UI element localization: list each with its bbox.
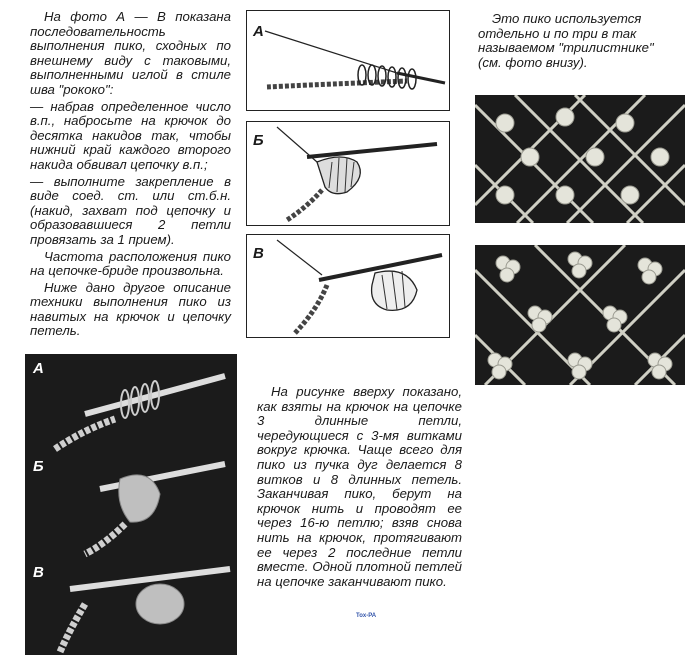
crochet-hook-illustration: [247, 235, 449, 337]
diagram-label-c: В: [253, 245, 264, 262]
paragraph-step-1: — набрав определенное число в.п., набросьте на крючок до десятка накидов так, чтобы нижний край каждого второго накида обвивал цепочку в.п.;: [30, 98, 231, 172]
hook-photo-sequence: [25, 354, 237, 655]
diagram-panel-b: [246, 121, 450, 226]
paragraph-intro: На фото А — В показана последовательность выполнения пико, сходных по внешнему виду с таковыми, выполненными иглой в стиле шва "рококо":: [30, 9, 231, 97]
left-text-column: [30, 10, 231, 341]
watermark: Tox-PA: [356, 613, 377, 619]
diagram-panel-c: [246, 234, 450, 338]
middle-text: [257, 385, 462, 591]
trefoil-mesh-photo: [475, 245, 685, 385]
paragraph-picot-loops: На рисунке вверху показано, как взяты на крючок на цепочке 3 длинные петли, чередующиеся с 3-мя витками вокруг крючка. Чаще всего для пико из пучка дуг делается 8 витков и 8 длинных петель. Заканчивая пико, берут на крючок нить и проводят ее через 16-ю петлю; взяв снова нить на крючок, протягивают ее через 2 последние петли вместе. Одной плотной петлей на цепочке заканчивают пико.: [257, 384, 462, 589]
right-text: [478, 12, 678, 72]
diagram-label-a: А: [253, 23, 264, 40]
photo-label-a: А: [33, 360, 44, 377]
paragraph-trefoil: Это пико используется отдельно и по три в так называемом "трилистнике" (см. фото внизу).: [478, 11, 654, 70]
crochet-hook-illustration: [247, 11, 449, 110]
crochet-hook-illustration: [247, 122, 449, 225]
picot-mesh-photo: [475, 95, 685, 223]
paragraph-step-2: — выполните закрепление в виде соед. ст. или ст.б.н. (накид, захват под цепочку и образовавшиеся 2 петли провязать за 1 прием).: [30, 173, 231, 247]
diagram-panel-a: [246, 10, 450, 111]
paragraph-frequency: Частота расположения пико на цепочке-бриде произвольна.: [30, 248, 231, 279]
photo-label-c: В: [33, 564, 44, 581]
diagram-label-b: Б: [253, 132, 264, 149]
photo-label-b: Б: [33, 458, 44, 475]
paragraph-another-method: Ниже дано другое описание техники выполнения пико из навитых на крючок и цепочку петель.: [30, 279, 231, 339]
